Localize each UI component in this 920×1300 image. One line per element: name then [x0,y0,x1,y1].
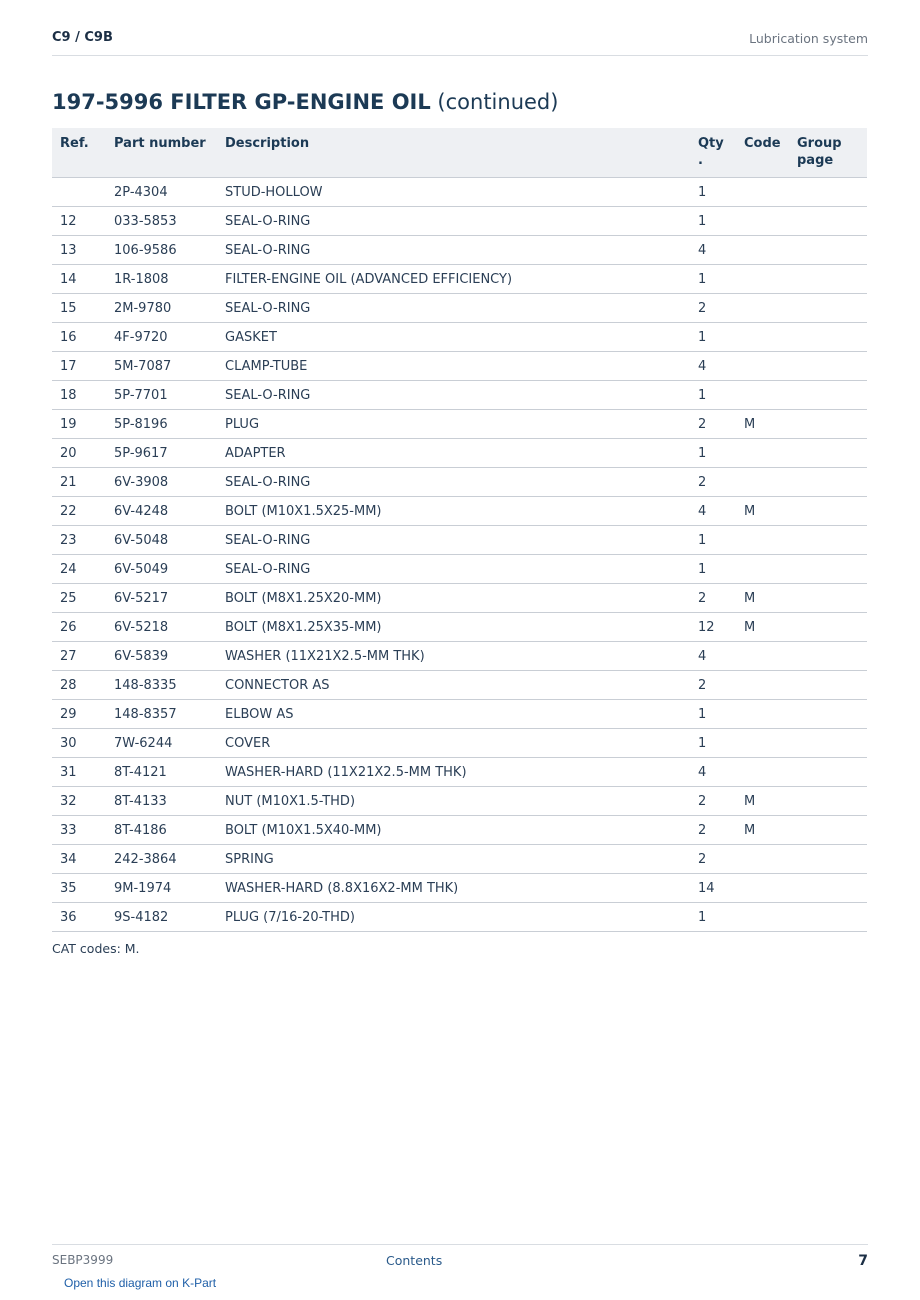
cell-group-page [789,294,867,323]
cell-part-number: 4F-9720 [106,323,217,352]
contents-link[interactable]: Contents [386,1253,443,1268]
cell-ref: 23 [52,526,106,555]
cell-code [736,352,789,381]
cell-part-number: 6V-5218 [106,613,217,642]
table-row [52,903,867,932]
cell-qty: 12 [690,613,736,642]
cell-part-number: 148-8357 [106,700,217,729]
cell-qty: 1 [690,178,736,207]
cell-group-page [789,526,867,555]
cell-description: PLUG (7/16-20-THD) [217,903,690,932]
cell-part-number: 8T-4133 [106,787,217,816]
cell-part-number: 1R-1808 [106,265,217,294]
cell-ref: 33 [52,816,106,845]
cell-group-page [789,207,867,236]
cell-ref: 17 [52,352,106,381]
page-footer [52,1244,868,1275]
cell-qty: 4 [690,236,736,265]
cell-code [736,758,789,787]
cell-qty: 1 [690,381,736,410]
cell-code [736,381,789,410]
table-row [52,410,867,439]
cell-part-number: 148-8335 [106,671,217,700]
cell-qty: 2 [690,468,736,497]
cell-group-page [789,323,867,352]
cell-description: BOLT (M8X1.25X35-MM) [217,613,690,642]
table-row [52,700,867,729]
cell-code [736,555,789,584]
cell-description: NUT (M10X1.5-THD) [217,787,690,816]
cell-code: M [736,584,789,613]
cell-code: M [736,613,789,642]
cell-code [736,874,789,903]
cell-code [736,178,789,207]
cell-part-number: 9S-4182 [106,903,217,932]
cell-ref: 22 [52,497,106,526]
cell-group-page [789,874,867,903]
cell-qty: 2 [690,845,736,874]
cell-group-page [789,845,867,874]
parts-table [52,128,867,932]
cell-ref: 26 [52,613,106,642]
cell-ref: 16 [52,323,106,352]
cell-description: ELBOW AS [217,700,690,729]
cell-group-page [789,352,867,381]
table-header-row [52,128,867,178]
cell-ref: 21 [52,468,106,497]
cell-code [736,642,789,671]
cell-ref: 35 [52,874,106,903]
cell-qty: 2 [690,584,736,613]
cell-group-page [789,816,867,845]
cell-description: ADAPTER [217,439,690,468]
cell-part-number: 8T-4186 [106,816,217,845]
cell-qty: 4 [690,642,736,671]
cell-description: CLAMP-TUBE [217,352,690,381]
table-row [52,555,867,584]
cell-part-number: 8T-4121 [106,758,217,787]
cat-codes-note: CAT codes: M. [52,941,140,956]
cell-ref: 28 [52,671,106,700]
table-row [52,468,867,497]
cell-code: M [736,410,789,439]
table-row [52,381,867,410]
cell-group-page [789,381,867,410]
cell-qty: 2 [690,410,736,439]
cell-group-page [789,787,867,816]
cell-qty: 1 [690,439,736,468]
cell-group-page [789,236,867,265]
table-row [52,265,867,294]
cell-code [736,323,789,352]
col-qty-line1: Qty [698,136,724,151]
col-qty [690,128,736,178]
cell-code [736,903,789,932]
col-qty-line2: . [698,153,703,168]
cell-part-number: 5P-7701 [106,381,217,410]
table-row [52,497,867,526]
cell-part-number: 7W-6244 [106,729,217,758]
cell-group-page [789,265,867,294]
cell-qty: 1 [690,729,736,758]
cell-ref: 18 [52,381,106,410]
cell-part-number: 5P-9617 [106,439,217,468]
cell-qty: 2 [690,816,736,845]
cell-part-number: 6V-3908 [106,468,217,497]
cell-part-number: 6V-5049 [106,555,217,584]
cell-code [736,700,789,729]
cell-code [736,207,789,236]
cell-description: SEAL-O-RING [217,381,690,410]
cell-description: GASKET [217,323,690,352]
cell-code [736,265,789,294]
page-header [52,26,868,56]
cell-code [736,439,789,468]
cell-ref: 19 [52,410,106,439]
cell-ref: 25 [52,584,106,613]
cell-ref: 15 [52,294,106,323]
cell-part-number: 242-3864 [106,845,217,874]
cell-part-number: 5M-7087 [106,352,217,381]
table-row [52,729,867,758]
cell-group-page [789,903,867,932]
col-group-line2: page [797,153,834,168]
cell-group-page [789,497,867,526]
cell-ref: 13 [52,236,106,265]
cell-ref: 31 [52,758,106,787]
cell-qty: 14 [690,874,736,903]
cell-qty: 4 [690,352,736,381]
cell-part-number: 106-9586 [106,236,217,265]
cell-ref: 34 [52,845,106,874]
cell-ref: 30 [52,729,106,758]
cell-description: SEAL-O-RING [217,207,690,236]
model-label: C9 / C9B [52,30,113,45]
cell-qty: 2 [690,787,736,816]
cell-qty: 2 [690,294,736,323]
cell-code: M [736,497,789,526]
cell-qty: 4 [690,758,736,787]
cell-ref: 12 [52,207,106,236]
col-group-line1: Group [797,136,842,151]
page-number: 7 [858,1253,868,1269]
cell-description: COVER [217,729,690,758]
cell-qty: 1 [690,903,736,932]
table-row [52,439,867,468]
cell-part-number: 033-5853 [106,207,217,236]
cell-part-number: 2P-4304 [106,178,217,207]
col-description: Description [217,128,690,178]
cell-description: BOLT (M10X1.5X25-MM) [217,497,690,526]
cell-description: CONNECTOR AS [217,671,690,700]
cell-qty: 4 [690,497,736,526]
cell-description: BOLT (M8X1.25X20-MM) [217,584,690,613]
cell-group-page [789,584,867,613]
cell-code [736,671,789,700]
col-code: Code [736,128,789,178]
cell-part-number: 6V-5048 [106,526,217,555]
cell-description: STUD-HOLLOW [217,178,690,207]
cell-description: WASHER (11X21X2.5-MM THK) [217,642,690,671]
cell-ref: 29 [52,700,106,729]
page-title [52,90,558,114]
cell-part-number: 9M-1974 [106,874,217,903]
table-row [52,178,867,207]
table-row [52,758,867,787]
table-row [52,352,867,381]
cell-ref: 27 [52,642,106,671]
cell-group-page [789,555,867,584]
cell-qty: 1 [690,526,736,555]
cell-group-page [789,671,867,700]
cell-part-number: 5P-8196 [106,410,217,439]
cell-ref: 36 [52,903,106,932]
cell-description: FILTER-ENGINE OIL (ADVANCED EFFICIENCY) [217,265,690,294]
cell-group-page [789,178,867,207]
cell-description: SEAL-O-RING [217,526,690,555]
cell-qty: 1 [690,323,736,352]
table-row [52,294,867,323]
cell-group-page [789,613,867,642]
cell-description: SEAL-O-RING [217,468,690,497]
cell-description: SEAL-O-RING [217,236,690,265]
document-id: SEBP3999 [52,1253,114,1267]
cell-group-page [789,439,867,468]
col-part-number: Part number [106,128,217,178]
kpart-link[interactable]: Open this diagram on K-Part [64,1276,217,1290]
table-row [52,787,867,816]
cell-code [736,236,789,265]
table-row [52,613,867,642]
cell-description: WASHER-HARD (8.8X16X2-MM THK) [217,874,690,903]
table-row [52,816,867,845]
cell-description: PLUG [217,410,690,439]
cell-qty: 1 [690,207,736,236]
table-row [52,642,867,671]
cell-group-page [789,410,867,439]
cell-part-number: 6V-5217 [106,584,217,613]
cell-ref: 32 [52,787,106,816]
cell-description: SEAL-O-RING [217,294,690,323]
cell-group-page [789,729,867,758]
cell-ref: 14 [52,265,106,294]
title-suffix: (continued) [430,90,559,114]
cell-code [736,845,789,874]
table-row [52,207,867,236]
col-ref: Ref. [52,128,106,178]
cell-code: M [736,816,789,845]
table-row [52,584,867,613]
cell-code [736,468,789,497]
title-part: 197-5996 FILTER GP-ENGINE OIL [52,90,431,114]
cell-group-page [789,700,867,729]
cell-ref: 24 [52,555,106,584]
table-row [52,874,867,903]
col-group-page [789,128,867,178]
table-row [52,236,867,265]
cell-code [736,526,789,555]
table-row [52,526,867,555]
cell-ref [52,178,106,207]
cell-group-page [789,758,867,787]
cell-qty: 1 [690,555,736,584]
cell-group-page [789,642,867,671]
cell-description: WASHER-HARD (11X21X2.5-MM THK) [217,758,690,787]
table-row [52,323,867,352]
cell-code [736,294,789,323]
cell-code [736,729,789,758]
cell-part-number: 6V-5839 [106,642,217,671]
cell-description: BOLT (M10X1.5X40-MM) [217,816,690,845]
table-row [52,671,867,700]
cell-qty: 1 [690,700,736,729]
cell-qty: 2 [690,671,736,700]
cell-part-number: 2M-9780 [106,294,217,323]
cell-group-page [789,468,867,497]
cell-code: M [736,787,789,816]
cell-description: SPRING [217,845,690,874]
cell-ref: 20 [52,439,106,468]
cell-part-number: 6V-4248 [106,497,217,526]
cell-description: SEAL-O-RING [217,555,690,584]
section-label: Lubrication system [749,31,868,46]
cell-qty: 1 [690,265,736,294]
table-row [52,845,867,874]
